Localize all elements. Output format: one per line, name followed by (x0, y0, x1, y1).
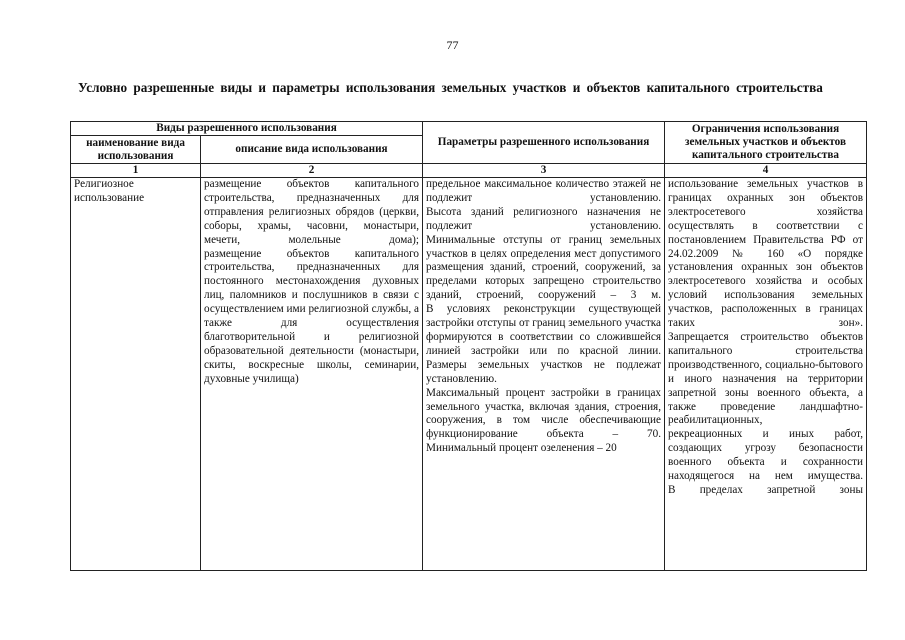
column-number-3: 3 (423, 164, 665, 178)
parameter-paragraph: Минимальные отступы от границ земельных участков в целях определения мест допустимого размещения зданий, строений, сооружений, за пределами которых запрещено строительство зданий, строений, сооружений – 3 м. (426, 233, 662, 302)
description-paragraph: размещение объектов капитального строительства, предназначенных для отправления религиозных обрядов (церкви, соборы, храмы, часовни, монастыри, мечети, молельные дома); (204, 178, 420, 246)
use-name-cell (71, 178, 201, 627)
parameter-paragraph: предельное максимальное количество этажей не подлежит установлению. (426, 178, 662, 204)
parameter-paragraph: Максимальный процент застройки в границах земельного участка, включая здания, строения, сооружения, в том числе обеспечивающие функционирование объекта – 70. (426, 386, 662, 441)
regulations-table (70, 121, 867, 627)
page-number: 77 (446, 38, 459, 52)
restriction-paragraph: рекреационных и иных работ, создающих угрозу безопасности военного объекта и сохранности находящегося на нем имущества. (668, 428, 864, 483)
table-bottom-border (70, 570, 866, 571)
header-row-1 (71, 122, 867, 136)
restriction-paragraph: В пределах запретной зоны (668, 483, 864, 496)
column-number-row (71, 164, 867, 178)
table-row (71, 178, 867, 627)
description-paragraph: размещение объектов капитального строительства, предназначенных для постоянного местонахождения духовных лиц, паломников и послушников в связи с осуществлением ими религиозной службы, а также для осуществления благотворительной и религиозной образовательной деятельности (монастыри, скиты, воскресные школы, семинарии, духовные училища) (204, 247, 420, 385)
parameter-paragraph: Высота зданий религиозного назначения не подлежит установлению. (426, 205, 662, 232)
parameter-paragraph: В условиях реконструкции существующей застройки отступы от границ земельного участка формируются в соответствии со сложившейся линией застройки или по красной линии. (426, 303, 662, 357)
parameter-paragraph: Минимальный процент озеленения – 20 (426, 442, 617, 455)
header-restrictions: Ограничения использования земельных участков и объектов капитального строительства (665, 122, 867, 164)
restriction-paragraph: использование земельных участков в границах охранных зон объектов электросетевого хозяйства осуществлять в соответствии с постановлением Правительства РФ от 24.02.2009 № 160 «О порядке установления охранных зон объектов электросетевого хозяйства и особых условий использования земельных участков, расположенных в границах таких зон». (668, 178, 864, 330)
column-number-2: 2 (201, 164, 423, 178)
column-number-4: 4 (665, 164, 867, 178)
header-use-description: описание вида использования (201, 136, 423, 164)
header-permitted-uses-group: Виды разрешенного использования (71, 122, 423, 136)
column-number-1: 1 (71, 164, 201, 178)
restrictions-cell (665, 178, 867, 627)
header-use-name: наименование вида использования (71, 136, 201, 164)
header-parameters: Параметры разрешенного использования (423, 122, 665, 164)
page-bottom-margin (0, 571, 905, 640)
use-description-cell (201, 178, 423, 627)
restriction-paragraph: Запрещается строительство объектов капитального строительства производственного, социально-бытового и иного назначения на территории запретной зоны военного объекта, а также проведение ландшафтно-реабилитационных, (668, 330, 864, 427)
parameters-cell (423, 178, 665, 627)
parameter-paragraph: Размеры земельных участков не подлежат установлению. (426, 358, 662, 385)
document-title: Условно разрешенные виды и параметры использования земельных участков и объектов капитального строительства (78, 80, 823, 95)
use-name: Религиозное использование (74, 178, 145, 204)
